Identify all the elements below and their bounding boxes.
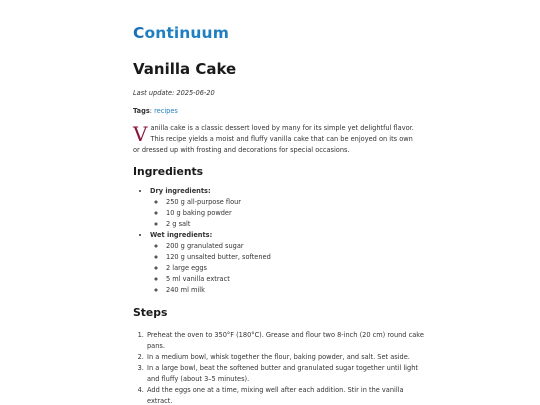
step-item: 1. Preheat the oven to 350°F (180°C). Grease and flour two 8-inch (20 cm) round cake pans.	[146, 330, 426, 352]
tags-line	[133, 105, 178, 117]
tag-link-recipes[interactable]: recipes	[154, 107, 178, 115]
page-title: Vanilla Cake	[133, 60, 237, 78]
intro-text: anilla cake is a classic dessert loved by many for its simple yet delightful flavor. This recipe yields a moist and fluffy vanilla cake that can be enjoyed on its own or dressed up with frosting and decorations for special occasions.	[133, 124, 414, 154]
ingredient-group-dry	[150, 186, 271, 230]
logo-text: ontinuum	[144, 24, 229, 42]
ingredients-list	[133, 186, 271, 296]
step-item: 4. Add the eggs one at a time, mixing well after each addition. Stir in the vanilla extract.	[146, 385, 426, 405]
intro-paragraph	[133, 123, 416, 156]
steps-heading: Steps	[133, 306, 168, 319]
ingredient-item: ◦ 240 ml milk	[166, 285, 271, 296]
steps-list	[133, 330, 426, 405]
ingredient-group-label: Dry ingredients:	[150, 187, 211, 195]
ingredient-item: ◦ 250 g all-purpose flour	[166, 197, 271, 208]
ingredient-item: ◦ 120 g unsalted butter, softened	[166, 252, 271, 263]
step-item: 3. In a large bowl, beat the softened butter and granulated sugar together until light and fluffy (about 3–5 minutes).	[146, 363, 426, 385]
ingredients-heading: Ingredients	[133, 165, 204, 178]
ingredient-item: ◦ 2 large eggs	[166, 263, 271, 274]
ingredient-item: ◦ 5 ml vanilla extract	[166, 274, 271, 285]
ingredient-sublist	[150, 197, 271, 230]
ingredient-sublist	[150, 241, 271, 296]
site-logo[interactable]	[133, 24, 229, 42]
ingredient-item: ◦ 2 g salt	[166, 219, 271, 230]
ingredient-group-label: Wet ingredients:	[150, 231, 213, 239]
tags-label: Tags	[133, 107, 150, 115]
logo-initial: C	[133, 24, 145, 42]
ingredient-item: ◦ 200 g granulated sugar	[166, 241, 271, 252]
dropcap-letter: V	[133, 122, 148, 146]
tags-separator: :	[149, 107, 155, 115]
last-update: Last update: 2025-06-20	[133, 89, 215, 97]
ingredient-item: ◦ 10 g baking powder	[166, 208, 271, 219]
ingredient-group-wet	[150, 230, 271, 296]
step-item: 2. In a medium bowl, whisk together the flour, baking powder, and salt. Set aside.	[146, 352, 426, 363]
